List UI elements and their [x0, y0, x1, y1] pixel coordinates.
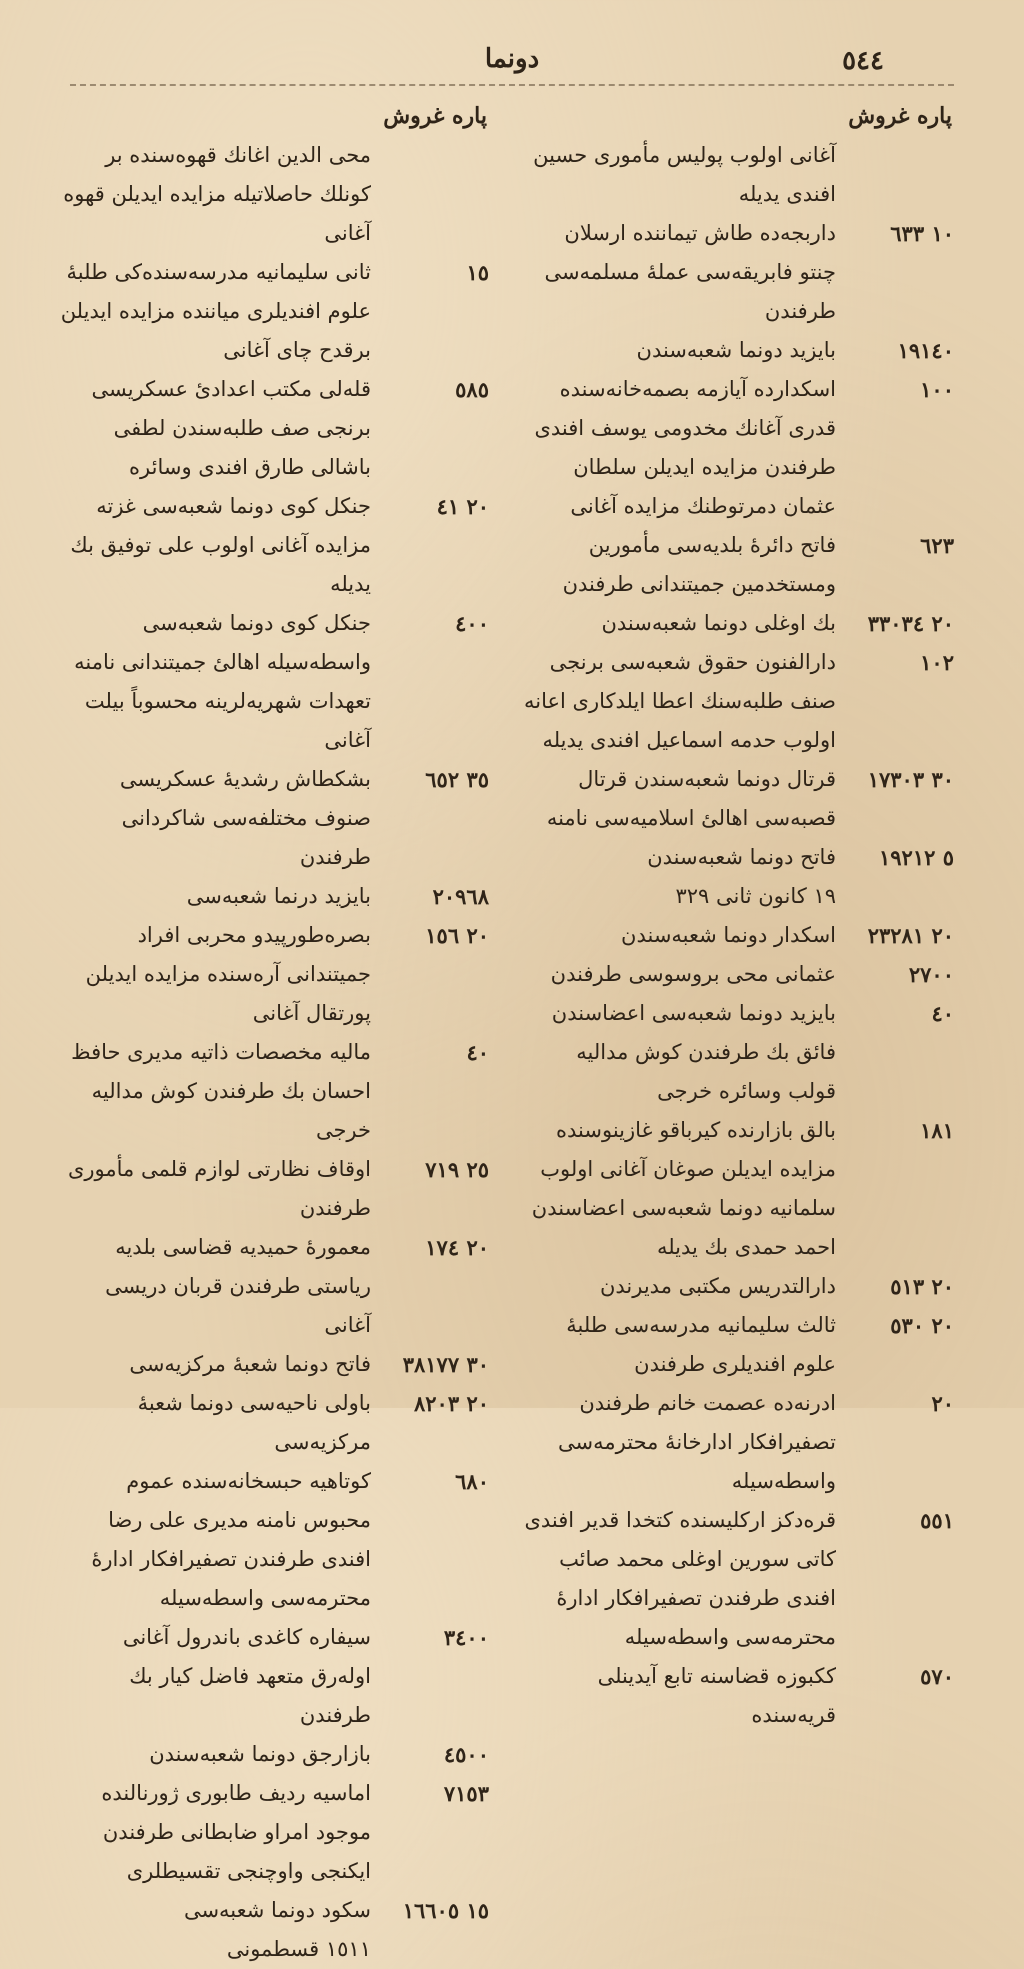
- ledger-entry: [522, 1501, 954, 1657]
- entry-text: بشکطاش رشدیهٔ عسکریسی صنوف مختلفه‌سی شاکردانی طرفندن: [119, 767, 371, 869]
- ledger-entry: [522, 331, 954, 370]
- entry-text: جنکل کوی دونما شعبه‌سی واسطه‌سیله اهالئ جمیتندانی نامنه تعهدات شهریه‌لرینه محسوباً بیلت آغانی: [74, 611, 371, 752]
- entry-amount: ٥ ١٩٢١٢: [879, 845, 954, 870]
- ledger-entry: [57, 1930, 489, 1969]
- entry-amount: ٢٥ ٧١٩: [425, 1157, 489, 1182]
- entry-amount: ٥٧٠: [920, 1664, 954, 1689]
- ledger-entry: [57, 1618, 489, 1735]
- ledger-entry: [57, 1891, 489, 1930]
- ledger-entry: [57, 1774, 489, 1891]
- entry-text: بك اوغلی دونما شعبه‌سندن: [601, 611, 836, 635]
- entry-text: قرتال دونما شعبه‌سندن قرتال قصبه‌سی اهالئ اسلامیه‌سی نامنه: [546, 767, 836, 830]
- entry-amount: ٥٥١: [920, 1508, 954, 1533]
- entry-text: سکود دونما شعبه‌سی: [183, 1898, 371, 1922]
- entry-text: باولی ناحیه‌سی دونما شعبهٔ مرکزیه‌سی: [137, 1391, 371, 1454]
- entry-text: بصره‌طورپیدو محربی افراد جمیتندانی آرەسنده مزایده ایدیلن پورتقال آغانی: [85, 923, 371, 1025]
- entry-amount: ٤٠: [931, 1001, 954, 1026]
- entry-list: [57, 136, 489, 1969]
- entry-text: بالق بازارنده کیرباقو غازینوسنده مزایده ایدیلن صوغان آغانی اولوب سلمانیه دونما شعبه‌سی اعضاسندن احمد حمدی بك یدیله: [531, 1118, 836, 1259]
- entry-amount: ٥٨٥: [455, 377, 489, 402]
- entry-amount: ١٥: [466, 260, 489, 285]
- entry-text: محی الدین اغانك قهوه‌سنده بر کونلك حاصلاتیله مزایده ایدیلن قهوه آغانی: [63, 143, 371, 245]
- entry-text: بایزید دونما شعبه‌سندن: [636, 338, 836, 362]
- page-number: ٥٤٤: [842, 46, 884, 76]
- ledger-entry: [57, 253, 489, 370]
- entry-text: اماسیه ردیف طابوری ژورنالنده موجود امراو ضابطانی طرفندن ایکنجی واوچنجی تقسیطلری: [101, 1781, 371, 1883]
- entry-amount: ٤٠٠: [455, 611, 489, 636]
- entry-amount: ١٠ ٦٣٣: [890, 221, 954, 246]
- entry-text: سیفاره کاغدی باندرول آغانی اوله‌رق متعهد فاضل کیار بك طرفندن: [122, 1625, 371, 1727]
- entry-amount: ٧١٥٣: [443, 1781, 489, 1806]
- entry-amount: ١٥ ١٦٦٠٥: [402, 1898, 489, 1923]
- ledger-entry: [57, 877, 489, 916]
- entry-text: ککبوزه قضاسنه تابع آیدینلی قریه‌سنده: [597, 1664, 836, 1727]
- ledger-entry: [57, 1228, 489, 1345]
- ledger-entry: [57, 1462, 489, 1618]
- entry-text: معمورهٔ حمیدیه قضاسی بلدیه ریاستی طرفندن قربان دریسی آغانی: [105, 1235, 371, 1337]
- ledger-entry: [522, 643, 954, 760]
- entry-text: اسکدار دونما شعبه‌سندن: [621, 923, 836, 947]
- entry-text: بازارجق دونما شعبه‌سندن: [149, 1742, 371, 1766]
- ledger-entry: [57, 136, 489, 253]
- entry-text: فاتح دونما شعبه‌سندن: [647, 845, 836, 869]
- entry-amount: ٣٤٠٠: [443, 1625, 489, 1650]
- ledger-entry: [522, 994, 954, 1111]
- ledger-entry: [57, 604, 489, 760]
- ledger-entry: [522, 526, 954, 604]
- entry-amount: ٦٨٠: [455, 1469, 489, 1494]
- entry-text: ثانی سلیمانیه مدرسه‌سنده‌کی طلبهٔ علوم افندیلری میاننده مزایده ایدیلن برقدح چای آغانی: [60, 260, 371, 362]
- ledger-entry: [522, 1306, 954, 1384]
- header-divider: [70, 84, 954, 86]
- entry-text: اوقاف نظارتی لوازم قلمی مأموری طرفندن: [67, 1157, 371, 1220]
- entry-text: دارالفنون حقوق شعبه‌سی برنجی صنف طلبه‌سنك اعطا ایلدکاری اعانه اولوب حدمه اسماعیل افندی یدیله: [524, 650, 836, 752]
- entry-text: بایزید دونما شعبه‌سی اعضاسندن فائق بك طرفندن کوش مدالیه قولب وسائره خرجی: [551, 1001, 836, 1103]
- entry-amount: ٤٥٠٠: [443, 1742, 489, 1767]
- ledger-entry: [522, 1111, 954, 1267]
- entry-text: فاتح دائرهٔ بلدیه‌سی مأمورین ومستخدمین جمیتندانی طرفندن: [562, 533, 836, 596]
- entry-amount: ٢٠: [931, 1391, 954, 1416]
- entry-amount: ١٩١٤٠: [897, 338, 954, 363]
- entry-amount: ١٠٠: [920, 377, 954, 402]
- left-column: [57, 96, 489, 1969]
- ledger-entry: [522, 955, 954, 994]
- entry-amount: ٢٧٠٠: [908, 962, 954, 987]
- entry-text: دارالتدریس مکتبی مدیرندن: [599, 1274, 836, 1298]
- column-header: پاره غروش: [383, 103, 487, 129]
- entry-text: ادرنه‌ده عصمت خانم طرفندن تصفیرافکار ادارخانهٔ محترمه‌سی واسطه‌سیله: [558, 1391, 836, 1493]
- entry-text: آغانی اولوب پولیس مأموری حسین افندی یدیله: [533, 143, 836, 206]
- right-column: [522, 96, 954, 1735]
- entry-text: قره‌دکز ارکلیسنده کتخدا قدیر افندی کاتی سورین اوغلی محمد صائب افندی طرفندن تصفیرافکار ادارهٔ محترمه‌سی واسطه‌سیله: [524, 1508, 836, 1649]
- entry-text: مالیه مخصصات ذاتیه مدیری حافظ احسان بك طرفندن کوش مدالیه خرجی: [71, 1040, 371, 1142]
- entry-text: ١٥١١ قسطمونی: [226, 1937, 371, 1961]
- ledger-entry: [57, 1735, 489, 1774]
- ledger-entry: [57, 916, 489, 1033]
- entry-amount: ٢٠ ٤١: [436, 494, 489, 519]
- entry-text: اسکدارده آیازمه بصمه‌خانه‌سنده قدری آغانك مخدومی یوسف افندی طرفندن مزایده ایدیلن سلطان عثمان دمرتوطنك مزایده آغانی: [534, 377, 836, 518]
- entry-text: فاتح دونما شعبهٔ مرکزیه‌سی: [129, 1352, 371, 1376]
- entry-text: کوتاهیه حبسخانه‌سنده عموم محبوس نامنه مدیری علی رضا افندی طرفندن تصفیرافکار ادارهٔ محترمه‌سی واسطه‌سیله: [91, 1469, 371, 1610]
- column-header: پاره غروش: [848, 103, 952, 129]
- ledger-entry: [57, 370, 489, 487]
- ledger-entry: [522, 877, 954, 916]
- ledger-entry: [522, 1657, 954, 1735]
- ledger-entry: [522, 136, 954, 214]
- ledger-entry: [57, 760, 489, 877]
- entry-text: داربجه‌ده طاش تیماننده ارسلان چنتو فابریقه‌سی عمله‌ٔ مسلمه‌سی طرفندن: [544, 221, 836, 323]
- ledger-entry: [522, 370, 954, 526]
- ledger-entry: [57, 487, 489, 604]
- entry-amount: ١٠٢: [920, 650, 954, 675]
- entry-amount: ٢٠ ٥٣٠: [890, 1313, 954, 1338]
- ledger-entry: [522, 1384, 954, 1501]
- ledger-entry: [522, 916, 954, 955]
- entry-list: [522, 136, 954, 1735]
- entry-text: ١٩ کانون ثانی ٣٢٩: [675, 884, 836, 908]
- ledger-entry: [57, 1384, 489, 1462]
- ledger-entry: [522, 1267, 954, 1306]
- ledger-entry: [57, 1345, 489, 1384]
- ledger-entry: [522, 760, 954, 838]
- ledger-entry: [522, 214, 954, 331]
- entry-text: جنکل کوی دونما شعبه‌سی غزته مزایده آغانی اولوب علی توفیق بك یدیله: [70, 494, 371, 596]
- entry-amount: ٤٠: [466, 1040, 489, 1065]
- entry-amount: ٢٠ ٣٣٠٣٤: [867, 611, 954, 636]
- entry-amount: ٣٠ ٣٨١٧٧: [402, 1352, 489, 1377]
- entry-amount: ١٨١: [920, 1118, 954, 1143]
- entry-amount: ٢٠٩٦٨: [432, 884, 489, 909]
- entry-amount: ٢٠ ١٥٦: [425, 923, 489, 948]
- entry-amount: ٣٥ ٦٥٢: [425, 767, 489, 792]
- entry-text: قله‌لی مکتب اعدادئ عسکریسی برنجی صف طلبه‌سندن لطفی باشالی طارق افندی وسائره: [91, 377, 371, 479]
- entry-text: ثالث سلیمانیه مدرسه‌سی طلبهٔ علوم افندیلری طرفندن: [566, 1313, 836, 1376]
- entry-amount: ٢٠ ٨٢٠٣: [414, 1391, 489, 1416]
- ledger-entry: [522, 838, 954, 877]
- entry-amount: ٢٠ ٥١٣: [890, 1274, 954, 1299]
- running-title: دونما: [484, 44, 540, 74]
- entry-amount: ٦٢٣: [920, 533, 954, 558]
- ledger-entry: [57, 1033, 489, 1150]
- ledger-entry: [57, 1150, 489, 1228]
- page-header: [60, 42, 964, 82]
- entry-amount: ٢٠ ٢٣٢٨١: [867, 923, 954, 948]
- entry-text: عثمانی محی بروسوسی طرفندن: [550, 962, 836, 986]
- entry-amount: ٣٠ ١٧٣٠٣: [867, 767, 954, 792]
- entry-text: بایزید درنما شعبه‌سی: [186, 884, 371, 908]
- entry-amount: ٢٠ ١٧٤: [425, 1235, 489, 1260]
- ledger-entry: [522, 604, 954, 643]
